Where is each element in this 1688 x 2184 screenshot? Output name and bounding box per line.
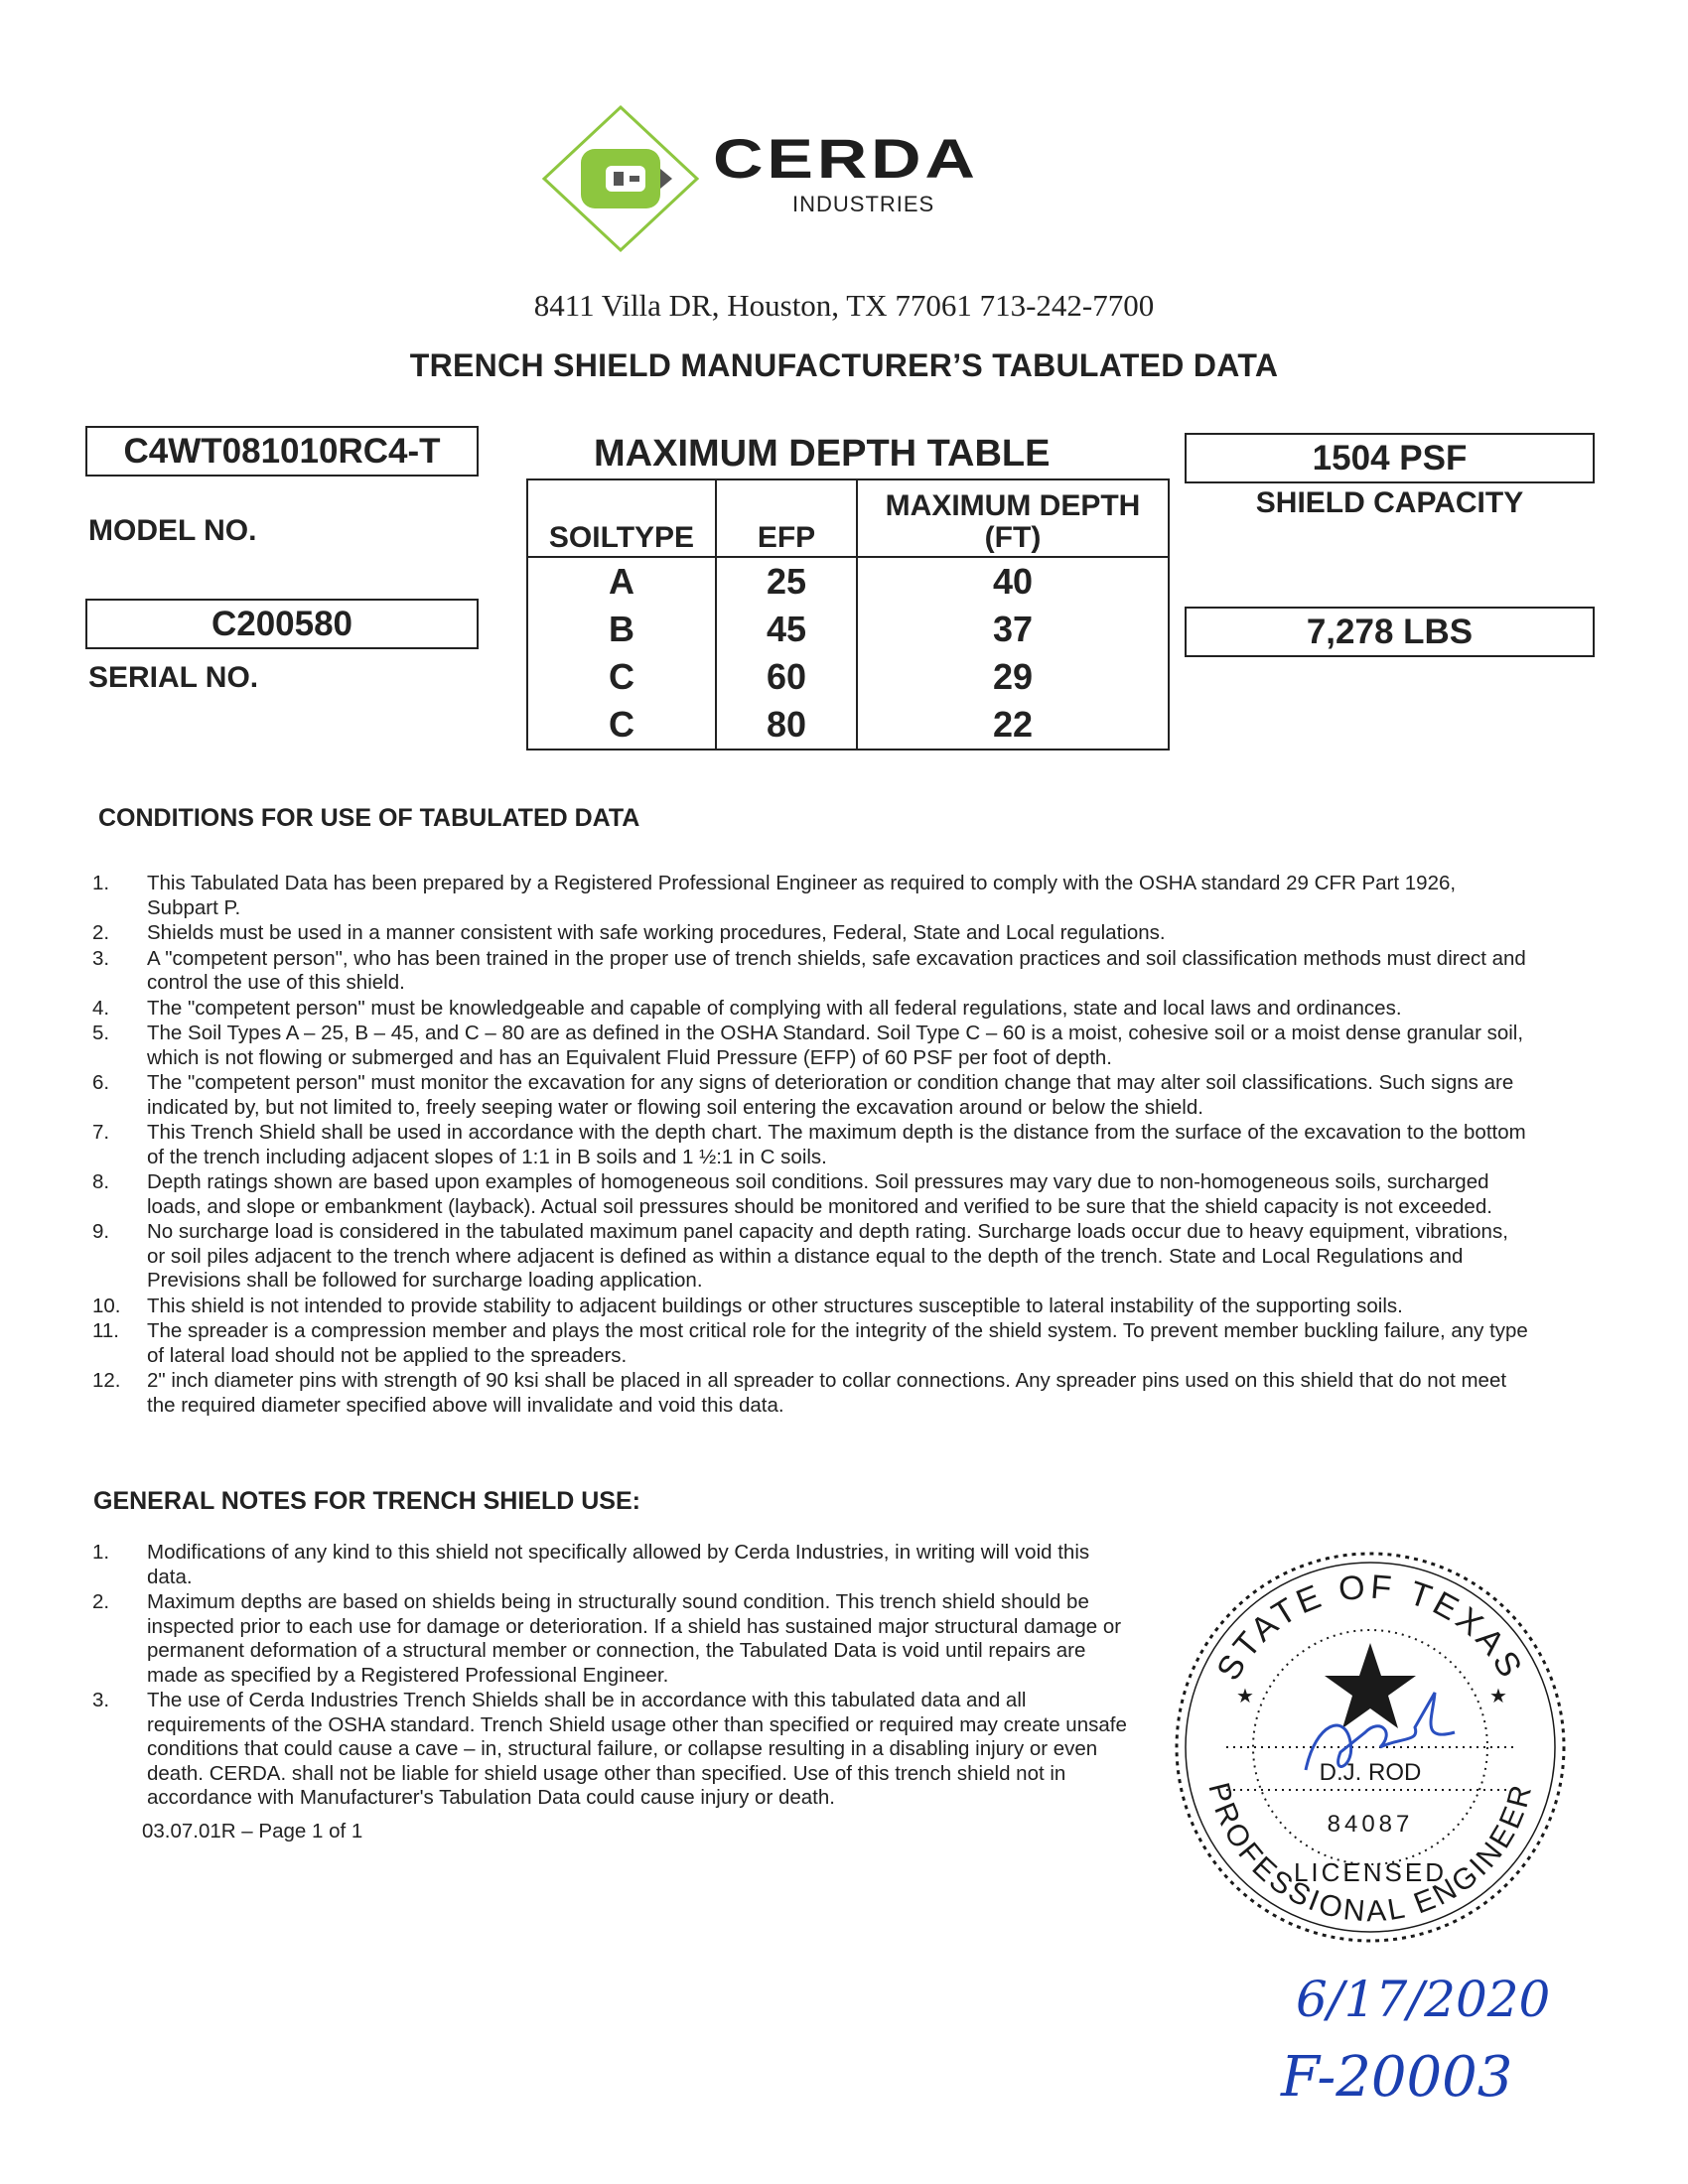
soil-type-cell: A <box>527 557 716 606</box>
serial-number-value: C200580 <box>211 605 353 643</box>
list-item: 9. No surcharge load is considered in the tabulated maximum panel capacity and depth rating. Surcharge loads occur due to heavy equipment, vibrations, or soil piles adjacent to the trench where adjacent is defined as within a distance equal to the depth of the trench. State and Local Regulations and Previsions shall be followed for surcharge loading application. <box>92 1220 1508 1292</box>
efp-cell: 60 <box>716 653 857 701</box>
table-row <box>527 557 1169 606</box>
list-item: 4. The "competent person" must be knowledgeable and capable of complying with all federal regulations, state and local laws and ordinances. <box>92 996 1402 1020</box>
seal-licensed-text: LICENSED <box>1293 1857 1448 1887</box>
efp-cell: 25 <box>716 557 857 606</box>
list-item: 6. The "competent person" must monitor the excavation for any signs of deterioration or condition change that may alter soil classifications. Such signs are indicated by, but not limited to, freely seeping water or flowing soil entering the excavation around or below the shield. <box>92 1071 1514 1119</box>
general-notes-list <box>92 1541 1137 1812</box>
document-title: TRENCH SHIELD MANUFACTURER’S TABULATED DATA <box>409 347 1279 383</box>
company-name: CERDA <box>713 127 979 190</box>
depth-cell: 40 <box>857 557 1169 606</box>
list-item: 3. A "competent person", who has been trained in the proper use of trench shields, safe excavation practices and soil classification methods must direct and control the use of this shield. <box>92 946 1526 994</box>
table-header-row <box>527 479 1169 557</box>
engineer-seal <box>1167 1544 1574 1951</box>
soil-type-cell: C <box>527 701 716 750</box>
list-item: 8. Depth ratings shown are based upon examples of homogeneous soil conditions. Soil pressures may vary due to non-homogeneous soils, surcharged loads, and slope or embankment (layback). Actual soil pressures should be monitored and verified to be sure that the shield capacity is not exceeded. <box>92 1170 1492 1218</box>
shield-capacity-value: 1504 PSF <box>1312 439 1468 478</box>
shield-weight-box <box>1185 607 1595 657</box>
list-item: 2. Maximum depths are based on shields being in structurally sound condition. This trench shield should be inspected prior to each use for damage or deterioration. If a shield has sustained major structural damage or permanent deformation of a structural member or connection, the Tabulated Data is void until repairs are made as specified by a Registered Professional Engineer. <box>92 1590 1122 1687</box>
list-item: 1. This Tabulated Data has been prepared by a Registered Professional Engineer as required to comply with the OSHA standard 29 CFR Part 1926, Subpart P. <box>92 872 1457 919</box>
conditions-heading: CONDITIONS FOR USE OF TABULATED DATA <box>98 804 640 832</box>
shield-capacity-box <box>1185 433 1595 483</box>
header-max-depth-label: MAXIMUM DEPTH <box>885 489 1141 522</box>
list-item: 5. The Soil Types A – 25, B – 45, and C – 80 are as defined in the OSHA Standard. Soil Type C – 60 is a moist, cohesive soil or a moist dense granular soil, which is not flowing or submerged and has an Equivalent Fluid Pressure (EFP) of 60 PSF per foot of depth. <box>92 1022 1524 1069</box>
general-notes-heading: GENERAL NOTES FOR TRENCH SHIELD USE: <box>93 1487 640 1515</box>
depth-table <box>526 478 1170 751</box>
page-footer: 03.07.01R – Page 1 of 1 <box>142 1820 363 1843</box>
list-item: 12. 2" inch diameter pins with strength of 90 ksi shall be placed in all spreader to collar connections. Any spreader pins used on this shield that do not meet the required diameter specified above will invalidate and void this data. <box>92 1369 1507 1417</box>
seal-star-right-icon: ★ <box>1489 1686 1507 1707</box>
depth-table-title: MAXIMUM DEPTH TABLE <box>594 433 1051 475</box>
list-item: 2. Shields must be used in a manner consistent with safe working procedures, Federal, State and Local regulations. <box>92 921 1166 944</box>
company-address: 8411 Villa DR, Houston, TX 77061 713-242-7700 <box>533 288 1155 323</box>
shield-weight-value: 7,278 LBS <box>1306 613 1474 651</box>
depth-cell: 29 <box>857 653 1169 701</box>
seal-engineer-name: D.J. ROD <box>1319 1759 1422 1786</box>
list-item: 1. Modifications of any kind to this shield not specifically allowed by Cerda Industries, in writing will void this data. <box>92 1541 1090 1588</box>
list-item: 10. This shield is not intended to provide stability to adjacent buildings or other structures susceptible to lateral instability of the supporting soils. <box>92 1294 1403 1317</box>
seal-top-text: STATE OF TEXAS <box>1209 1568 1531 1688</box>
efp-cell: 80 <box>716 701 857 750</box>
efp-cell: 45 <box>716 606 857 653</box>
seal-star-left-icon: ★ <box>1236 1686 1254 1707</box>
list-item: 11. The spreader is a compression member and plays the most critical role for the integrity of the shield system. To prevent member buckling failure, any type of lateral load should not be applied to the spreaders. <box>92 1319 1528 1367</box>
model-number-label: MODEL NO. <box>88 514 257 547</box>
shield-capacity-label: SHIELD CAPACITY <box>1255 486 1524 519</box>
model-number-box <box>85 426 479 477</box>
soil-type-cell: C <box>527 653 716 701</box>
header-efp: EFP <box>716 479 857 557</box>
header-max-depth-unit: (FT) <box>984 521 1042 554</box>
table-row <box>527 606 1169 653</box>
serial-number-box <box>85 599 479 649</box>
seal-bottom-text: PROFESSIONAL ENGINEER <box>1201 1779 1539 1929</box>
soil-type-cell: B <box>527 606 716 653</box>
depth-cell: 22 <box>857 701 1169 750</box>
list-item: 3. The use of Cerda Industries Trench Shields shall be in accordance with this tabulated data and all requirements of the OSHA standard. Trench Shield usage other than specified or required may create unsafe conditions that could cause a cave – in, structural failure, or collapse resulting in a disabling injury or even death. CERDA. shall not be liable for shield usage other than specified. Use of this trench shield not in accordance with Manufacturer's Tabulation Data could cause injury or death. <box>92 1689 1127 1809</box>
star-icon <box>1325 1643 1416 1728</box>
table-row <box>527 653 1169 701</box>
company-logo <box>536 104 1043 253</box>
list-item: 7. This Trench Shield shall be used in accordance with the depth chart. The maximum depth is the distance from the surface of the excavation to the bottom of the trench including adjacent slopes of 1:1 in B soils and 1 ½:1 in C soils. <box>92 1121 1526 1168</box>
header-soiltype: SOILTYPE <box>527 479 716 557</box>
seal-license-number: 84087 <box>1327 1811 1414 1838</box>
company-subtitle: INDUSTRIES <box>792 192 935 216</box>
handwritten-date: 6/17/2020 <box>1296 1971 1551 2028</box>
cerda-diamond-icon <box>536 104 705 253</box>
serial-number-label: SERIAL NO. <box>88 661 259 694</box>
depth-cell: 37 <box>857 606 1169 653</box>
conditions-list <box>92 872 1529 1419</box>
handwritten-firm-number: F-20003 <box>1281 2045 1513 2110</box>
table-row <box>527 701 1169 750</box>
model-number-value: C4WT081010RC4-T <box>123 432 441 471</box>
header-max-depth <box>857 479 1169 557</box>
